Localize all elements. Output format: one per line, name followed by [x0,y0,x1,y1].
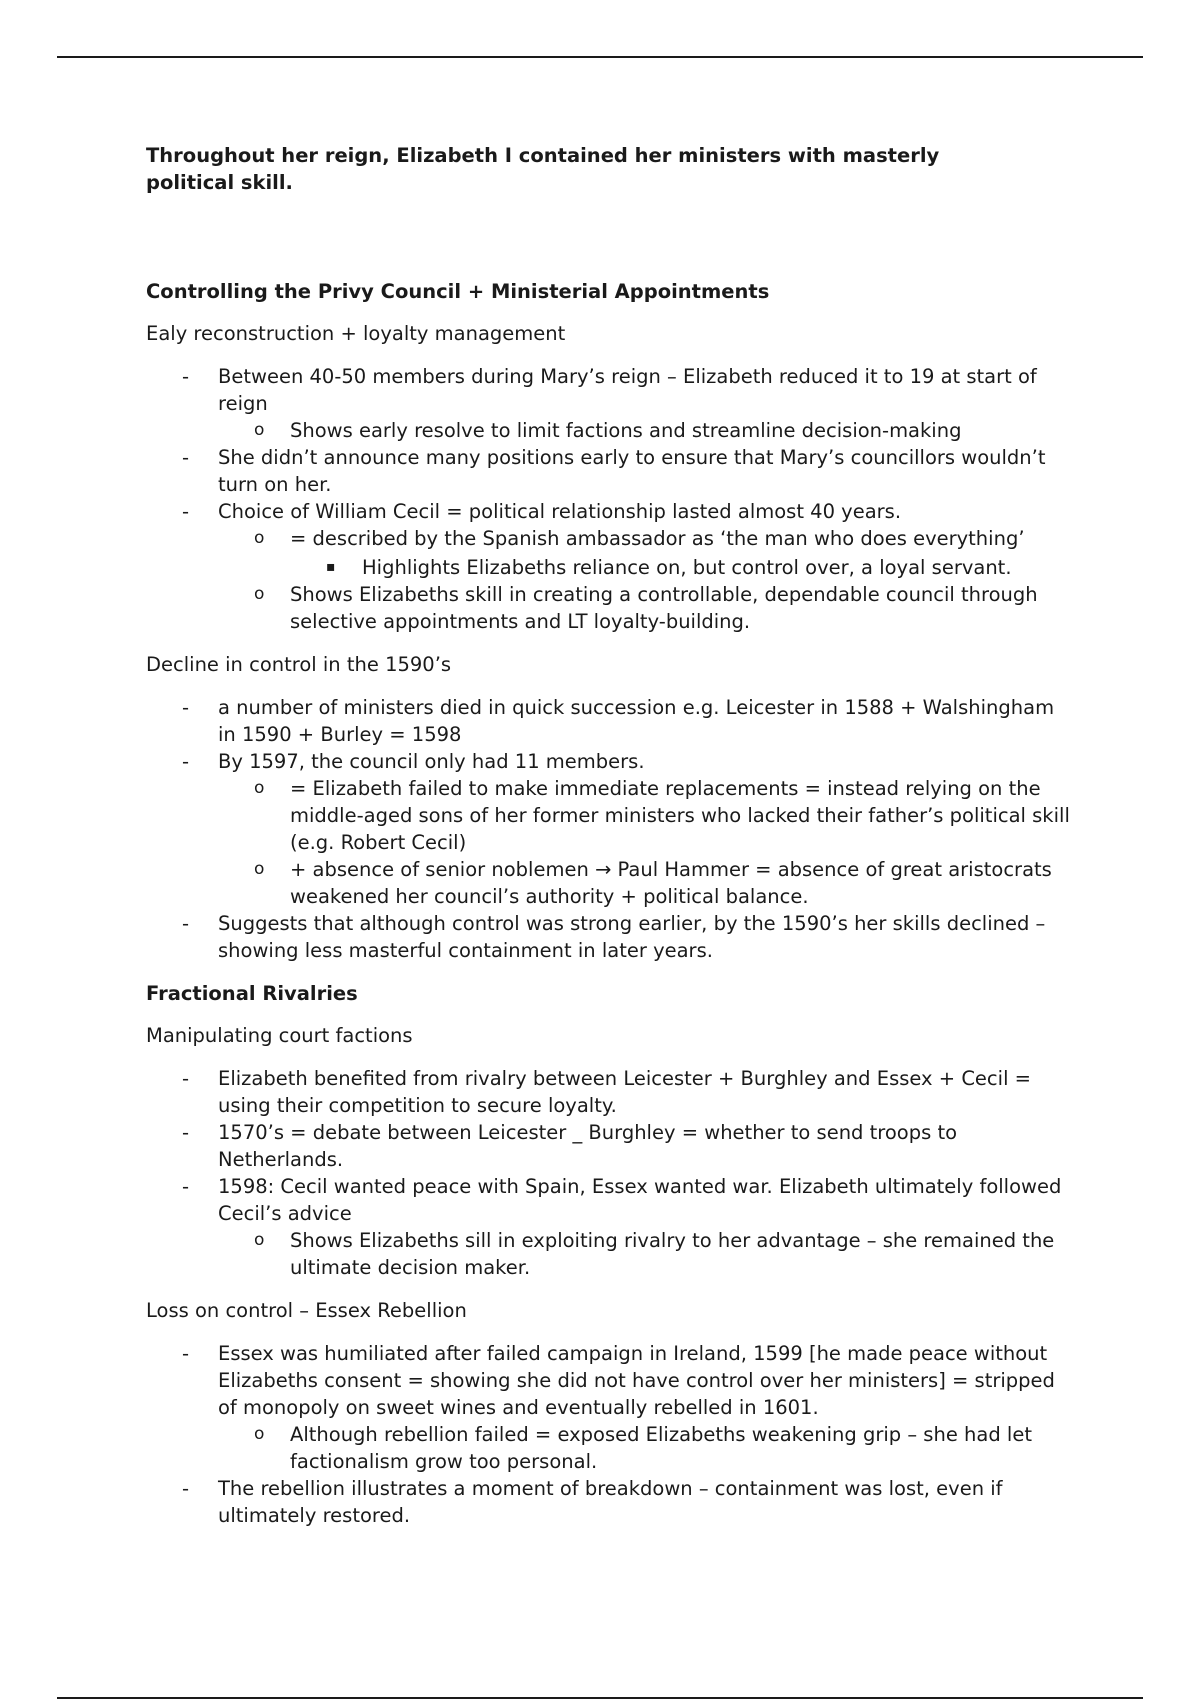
list-item: - Suggests that although control was strong earlier, by the 1590’s her skills declined – showing less masterful containment in later years. [182,912,1046,962]
list-item: - 1598: Cecil wanted peace with Spain, Essex wanted war. Elizabeth ultimately followed Cecil’s advice [182,1175,1062,1225]
dash-bullet: - [182,1067,190,1090]
subheading-decline-in-control: Decline in control in the 1590’s [146,653,452,676]
list-item: - Essex was humiliated after failed campaign in Ireland, 1599 [he made peace without Elizabeths consent = showing she did not have control over her ministers] = stripped of monopoly on sweet wines and eventually rebelled in 1601. [182,1342,1055,1419]
dash-bullet: - [182,365,190,388]
list-item: - Elizabeth benefited from rivalry between Leicester + Burghley and Essex + Cecil = using their competition to secure loyalty. [182,1067,1032,1117]
dash-bullet: - [182,1121,190,1144]
list-item: - 1570’s = debate between Leicester _ Burghley = whether to send troops to Netherlands. [182,1121,958,1171]
dash-bullet: - [182,1342,190,1365]
list-item: o Shows Elizabeths skill in creating a controllable, dependable council through selective appointments and LT loyalty-building. [254,583,1038,633]
section-heading-fractional-rivalries: Fractional Rivalries [146,982,358,1005]
circle-bullet: o [254,584,265,604]
subheading-manipulating-factions: Manipulating court factions [146,1024,413,1047]
bullet-list [146,363,1076,635]
dash-bullet: - [182,446,190,469]
circle-bullet: o [254,1424,265,1444]
bullet-list [146,694,1076,964]
list-item: - a number of ministers died in quick succession e.g. Leicester in 1588 + Walshingham in 1590 + Burley = 1598 [182,696,1055,746]
header-rule [57,56,1143,58]
list-item: o Although rebellion failed = exposed Elizabeths weakening grip – she had let factionalism grow too personal. [254,1423,1032,1473]
dash-bullet: - [182,696,190,719]
circle-bullet: o [254,420,265,440]
dash-bullet: - [182,912,190,935]
bullet-list [146,1340,1076,1529]
list-item: - By 1597, the council only had 11 members. [182,750,645,773]
list-item: o Shows early resolve to limit factions and streamline decision-making [254,419,962,442]
section-heading-privy-council: Controlling the Privy Council + Ministerial Appointments [146,280,770,303]
subheading-early-reconstruction: Ealy reconstruction + loyalty management [146,322,566,345]
bullet-list [146,1065,1076,1281]
page-title: Throughout her reign, Elizabeth I contained her ministers with masterly political skill. [146,144,940,194]
dash-bullet: - [182,500,190,523]
circle-bullet: o [254,1230,265,1250]
list-item: - She didn’t announce many positions early to ensure that Mary’s councillors wouldn’t turn on her. [182,446,1046,496]
list-item: o Shows Elizabeths sill in exploiting rivalry to her advantage – she remained the ultimate decision maker. [254,1229,1055,1279]
dash-bullet: - [182,1477,190,1500]
dash-bullet: - [182,750,190,773]
list-item: o = described by the Spanish ambassador as ‘the man who does everything’ [254,527,1025,550]
circle-bullet: o [254,778,265,798]
list-item: o + absence of senior noblemen → Paul Hammer = absence of great aristocrats weakened her council’s authority + political balance. [254,858,1052,908]
square-bullet: ▪ [326,559,336,575]
document-body [146,142,1076,1545]
list-item: ▪ Highlights Elizabeths reliance on, but control over, a loyal servant. [326,556,1012,579]
footer-rule [57,1697,1143,1699]
circle-bullet: o [254,859,265,879]
circle-bullet: o [254,528,265,548]
subheading-essex-rebellion: Loss on control – Essex Rebellion [146,1299,467,1322]
list-item: - Choice of William Cecil = political relationship lasted almost 40 years. [182,500,902,523]
dash-bullet: - [182,1175,190,1198]
list-item: o = Elizabeth failed to make immediate replacements = instead relying on the middle-aged sons of her former ministers who lacked their father’s political skill (e.g. Robert Cecil) [254,777,1070,854]
list-item: - The rebellion illustrates a moment of breakdown – containment was lost, even if ultimately restored. [182,1477,1003,1527]
list-item: - Between 40-50 members during Mary’s reign – Elizabeth reduced it to 19 at start of reign [182,365,1037,415]
